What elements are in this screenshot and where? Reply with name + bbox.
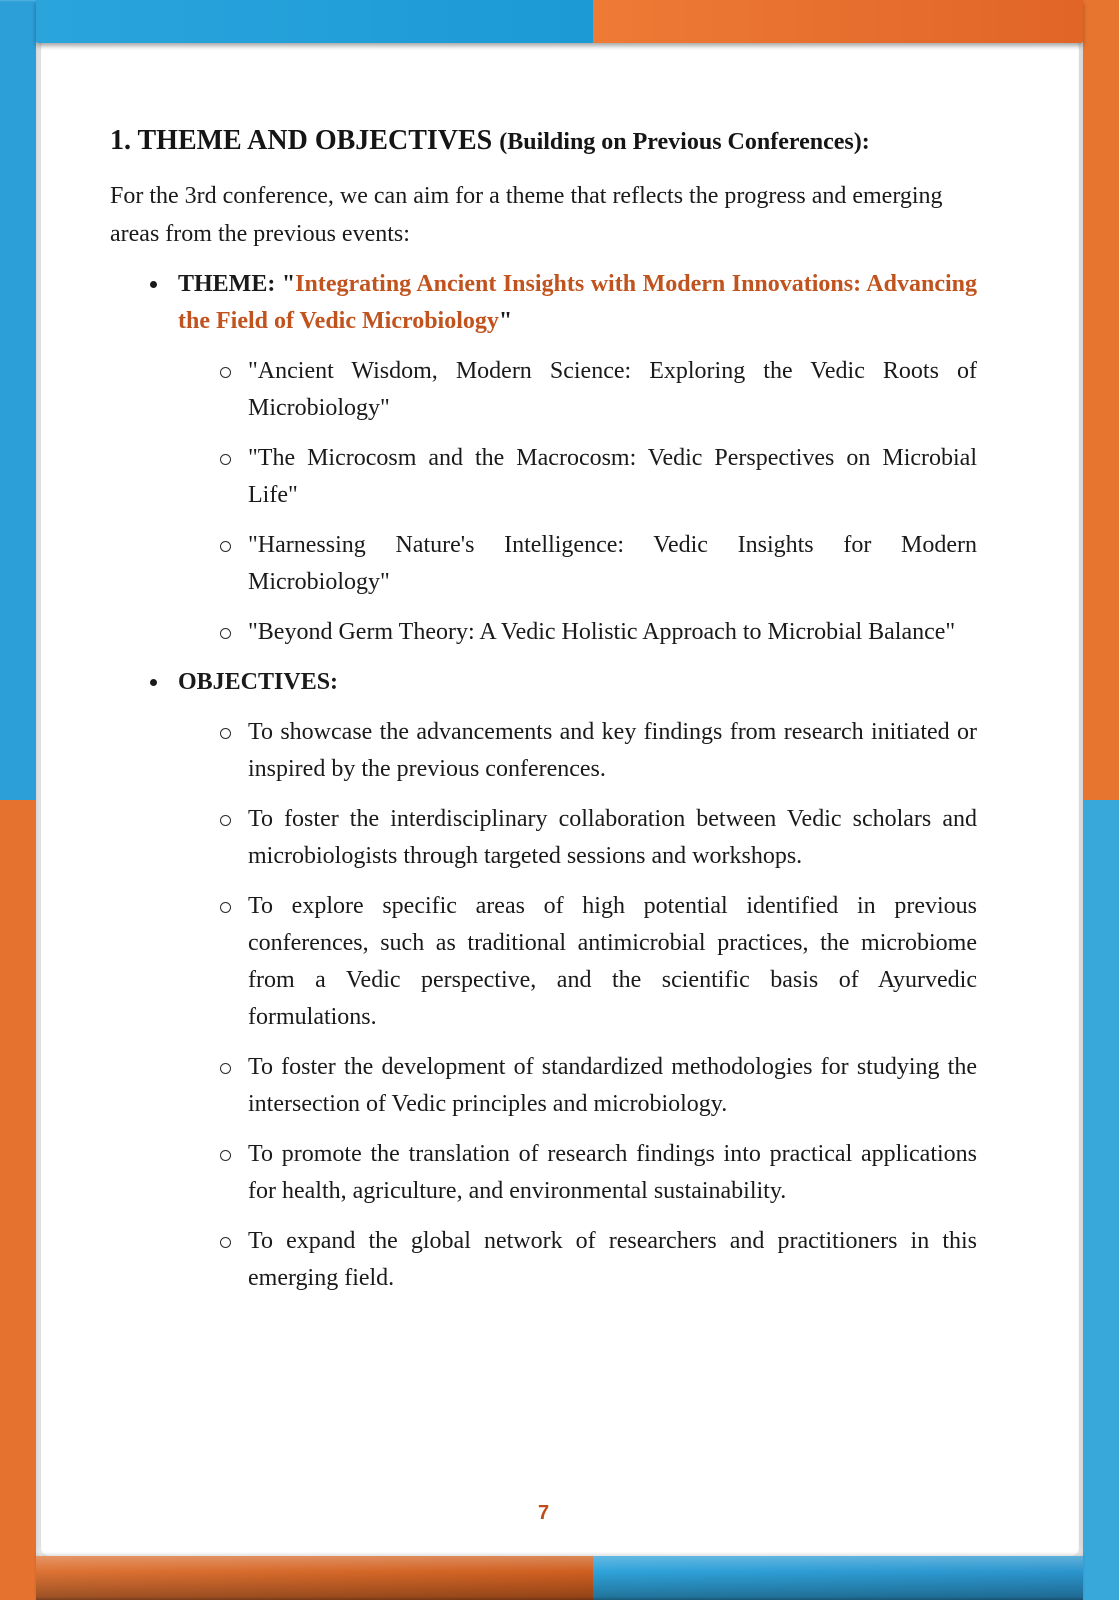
objective-item <box>110 888 977 1036</box>
circle-bullet-icon <box>220 367 231 378</box>
objective-item <box>110 801 977 875</box>
theme-open-quote: " <box>281 271 296 297</box>
objective-item-text: To explore specific areas of high potential identified in previous conferences, such as traditional antimicrobial practices, the microbiome from a Vedic perspective, and the scientific basis of Ayurvedic formulations. <box>248 893 977 1030</box>
page-number: 7 <box>537 1502 550 1524</box>
objective-item-text: To foster the interdisciplinary collaboration between Vedic scholars and microbiologists through targeted sessions and workshops. <box>248 806 977 869</box>
theme-sub-item-text: "Beyond Germ Theory: A Vedic Holistic Approach to Microbial Balance" <box>248 619 956 645</box>
page-title-main: 1. THEME AND OBJECTIVES <box>110 125 500 156</box>
objective-item-text: To foster the development of standardized methodologies for studying the intersection of Vedic principles and microbiology. <box>248 1054 977 1117</box>
theme-sub-item <box>110 353 977 427</box>
theme-sub-item <box>110 440 977 514</box>
intro-paragraph: For the 3rd conference, we can aim for a theme that reflects the progress and emerging areas from the previous events: <box>110 183 943 247</box>
objective-item-text: To promote the translation of research findings into practical applications for health, agriculture, and environmental sustainability. <box>248 1141 977 1204</box>
circle-bullet-icon <box>220 1150 231 1161</box>
bullet-icon <box>150 281 157 288</box>
circle-bullet-icon <box>220 454 231 465</box>
objective-item-text: To expand the global network of researchers and practitioners in this emerging field. <box>248 1228 977 1291</box>
circle-bullet-icon <box>220 902 231 913</box>
frame-bottom-bar <box>36 1556 1083 1600</box>
theme-highlight-text: Integrating Ancient Insights with Modern Innovations: Advancing the Field of Vedic Microbiology <box>178 271 977 334</box>
theme-sub-item-text: "The Microcosm and the Macrocosm: Vedic Perspectives on Microbial Life" <box>248 445 977 508</box>
list-item-objectives <box>110 664 977 701</box>
list-item-theme <box>110 266 977 340</box>
objective-item <box>110 714 977 788</box>
circle-bullet-icon <box>220 815 231 826</box>
frame-right-strip <box>1083 0 1119 1600</box>
circle-bullet-icon <box>220 541 231 552</box>
objective-item <box>110 1136 977 1210</box>
objectives-label: OBJECTIVES: <box>178 669 339 695</box>
bullet-icon <box>150 679 157 686</box>
theme-sub-item <box>110 614 977 651</box>
objective-item <box>110 1049 977 1123</box>
frame-left-strip <box>0 0 36 1600</box>
theme-sub-item-text: "Harnessing Nature's Intelligence: Vedic Insights for Modern Microbiology" <box>248 532 977 595</box>
theme-sub-item-text: "Ancient Wisdom, Modern Science: Exploring the Vedic Roots of Microbiology" <box>248 358 977 421</box>
circle-bullet-icon <box>220 728 231 739</box>
theme-sub-item <box>110 527 977 601</box>
frame-top-bar <box>36 0 1083 43</box>
content-panel <box>41 40 1079 1556</box>
page-title <box>110 122 977 161</box>
page-title-sub: (Building on Previous Conferences): <box>499 129 870 155</box>
theme-label: THEME: <box>178 271 282 297</box>
circle-bullet-icon <box>220 628 231 639</box>
objective-item-text: To showcase the advancements and key findings from research initiated or inspired by the previous conferences. <box>248 719 977 782</box>
objective-item <box>110 1223 977 1297</box>
circle-bullet-icon <box>220 1237 231 1248</box>
circle-bullet-icon <box>220 1063 231 1074</box>
theme-close-quote: " <box>498 308 513 334</box>
document-content <box>110 122 977 1297</box>
